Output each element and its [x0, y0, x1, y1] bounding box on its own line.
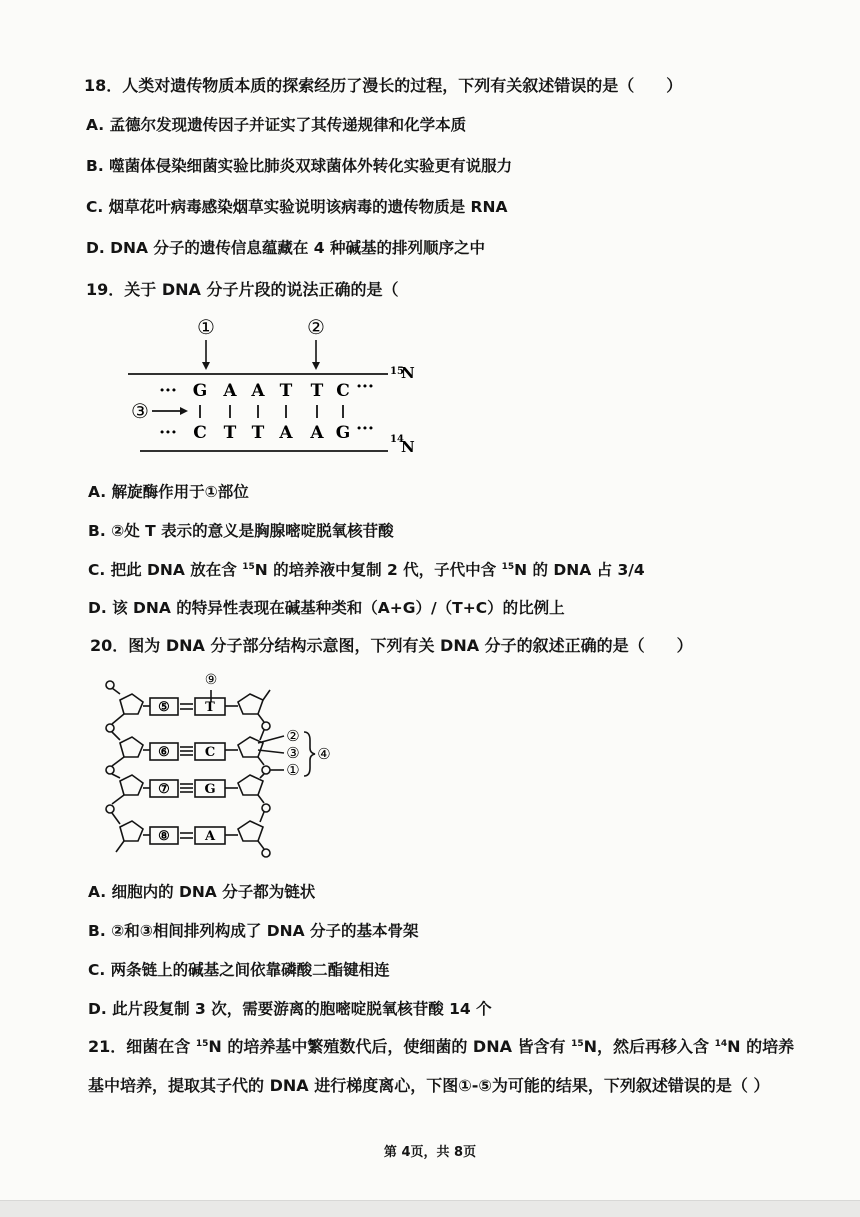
q19-option-c: C. 把此 DNA 放在含 $^{15}$N 的培养液中复制 2 代，子代中含 $^{15}$N 的 DNA 占 3/4	[88, 561, 645, 579]
base-label-C: C	[204, 745, 216, 760]
base-label-A: A	[204, 829, 216, 844]
bottom-base: G	[335, 423, 351, 443]
base-label-G: G	[204, 782, 216, 797]
q21-line-2: 基中培养，提取其子代的 DNA 进行梯度离心，下图①-⑤为可能的结果，下列叙述错误的是（ ）	[88, 1076, 770, 1095]
top-base: A	[251, 381, 265, 401]
marker-3: ③	[131, 399, 149, 423]
top-base: ···	[159, 381, 177, 401]
top-base: ···	[356, 377, 374, 397]
dna-structure-figure	[98, 664, 348, 874]
bottom-base: ···	[356, 419, 374, 439]
base-label-7: ⑦	[158, 782, 170, 797]
bottom-base: C	[193, 423, 207, 443]
base-label-T: T	[205, 700, 215, 715]
label-9: ⑨	[204, 672, 218, 688]
bottom-strand-isotope: N	[401, 438, 415, 456]
label-4: ④	[317, 745, 331, 763]
base-label-5: ⑤	[158, 700, 170, 715]
label-3: ③	[286, 744, 300, 762]
top-strand-isotope-sup: 15	[390, 366, 404, 377]
q20-stem: 20．图为 DNA 分子部分结构示意图，下列有关 DNA 分子的叙述正确的是（ ）	[90, 636, 693, 655]
bottom-strand-isotope-sup: 14	[390, 434, 404, 445]
bottom-base: T	[223, 423, 237, 443]
bottom-base: ···	[159, 423, 177, 443]
top-base: G	[192, 381, 208, 401]
q18-option-b: B. 噬菌体侵染细菌实验比肺炎双球菌体外转化实验更有说服力	[86, 157, 513, 175]
q18-stem: 18．人类对遗传物质本质的探索经历了漫长的过程，下列有关叙述错误的是（ ）	[84, 76, 683, 95]
q19-option-d: D. 该 DNA 的特异性表现在碱基种类和（A+G）/（T+C）的比例上	[88, 599, 565, 617]
q19-stem: 19．关于 DNA 分子片段的说法正确的是（	[86, 280, 399, 299]
label-1: ①	[286, 761, 300, 779]
marker-2: ②	[307, 315, 325, 339]
q18-option-a: A. 孟德尔发现遗传因子并证实了其传递规律和化学本质	[86, 116, 467, 134]
top-base: A	[223, 381, 237, 401]
q18-option-d: D. DNA 分子的遗传信息蕴藏在 4 种碱基的排列顺序之中	[86, 239, 485, 257]
q19-option-a: A. 解旋酶作用于①部位	[88, 483, 249, 501]
bottom-base: T	[251, 423, 265, 443]
base-pair-bonds	[200, 405, 343, 418]
q20-option-d: D. 此片段复制 3 次，需要游离的胞嘧啶脱氧核苷酸 14 个	[88, 1000, 492, 1018]
page-bottom-edge	[0, 1200, 860, 1217]
dna-fragment-figure	[120, 312, 430, 462]
bottom-base: A	[279, 423, 293, 443]
q19-option-b: B. ②处 T 表示的意义是胸腺嘧啶脱氧核苷酸	[88, 522, 394, 540]
top-base: T	[310, 381, 324, 401]
page-footer: 第 4页，共 8页	[383, 1145, 477, 1160]
q20-option-b: B. ②和③相间排列构成了 DNA 分子的基本骨架	[88, 922, 419, 940]
top-base: C	[336, 381, 350, 401]
base-label-6: ⑥	[158, 745, 170, 760]
label-2: ②	[286, 727, 300, 745]
marker-1: ①	[197, 315, 215, 339]
base-label-8: ⑧	[158, 829, 170, 844]
q18-option-c: C. 烟草花叶病毒感染烟草实验说明该病毒的遗传物质是 RNA	[86, 198, 508, 216]
q20-option-c: C. 两条链上的碱基之间依靠磷酸二酯键相连	[88, 961, 390, 979]
top-base: T	[279, 381, 293, 401]
q20-option-a: A. 细胞内的 DNA 分子都为链状	[88, 883, 316, 901]
bottom-base: A	[310, 423, 324, 443]
top-strand-isotope: N	[401, 364, 415, 382]
q21-line-1: 21．细菌在含 $^{15}$N 的培养基中繁殖数代后，使细菌的 DNA 皆含有 $^{15}$N，然后再移入含 $^{14}$N 的培养	[88, 1037, 795, 1056]
